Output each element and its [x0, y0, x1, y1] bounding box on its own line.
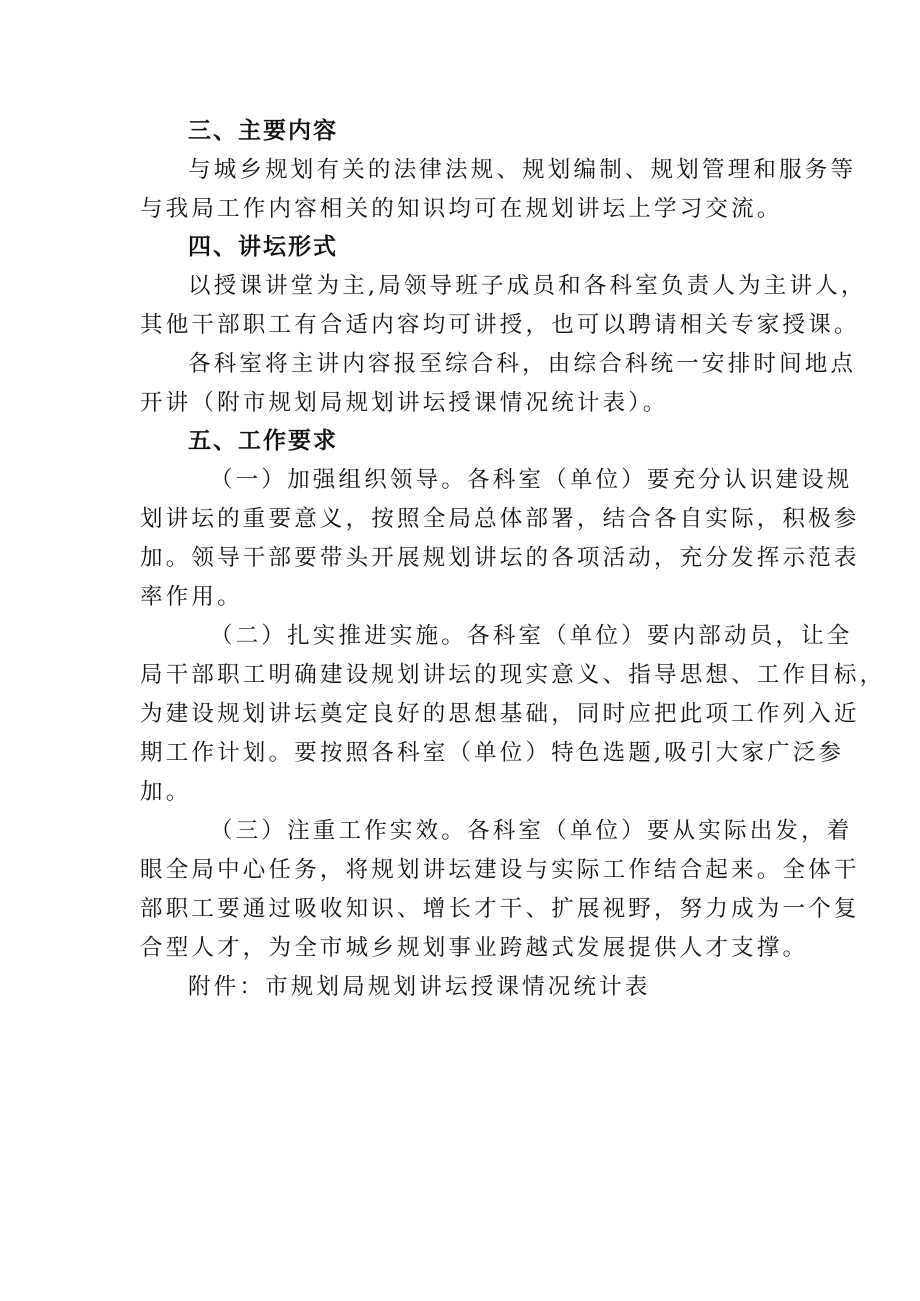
paragraph-line: 与我局工作内容相关的知识均可在规划讲坛上学习交流。: [140, 195, 783, 222]
paragraph-line: 加。: [140, 778, 192, 805]
paragraph-line: 与城乡规划有关的法律法规、规划编制、规划管理和服务等: [188, 156, 857, 183]
paragraph-line: （三）注重工作实效。各科室（单位）要从实际出发，着: [210, 818, 853, 845]
paragraph-line: 眼全局中心任务，将规划讲坛建设与实际工作结合起来。全体干: [140, 857, 860, 884]
section-heading-forum-format: 四、讲坛形式: [188, 234, 338, 261]
document-body: [140, 112, 886, 1006]
paragraph-line: 率作用。: [140, 583, 243, 610]
paragraph-line: （一）加强组织领导。各科室（单位）要充分认识建设规: [210, 467, 853, 494]
paragraph-line: 局干部职工明确建设规划讲坛的现实意义、指导思想、工作目标，: [140, 662, 886, 689]
paragraph-line: 合型人才，为全市城乡规划事业跨越式发展提供人才支撑。: [140, 934, 809, 961]
paragraph-line: 期工作计划。要按照各科室（单位）特色选题,吸引大家广泛参: [140, 739, 845, 766]
section-heading-work-requirements: 五、工作要求: [188, 428, 338, 455]
paragraph-line: 部职工要通过吸收知识、增长才干、扩展视野，努力成为一个复: [140, 895, 860, 922]
paragraph-line: 开讲（附市规划局规划讲坛授课情况统计表）。: [140, 389, 669, 416]
paragraph-line: 为建设规划讲坛奠定良好的思想基础，同时应把此项工作列入近: [140, 700, 860, 727]
paragraph-line: 加。领导干部要带头开展规划讲坛的各项活动，充分发挥示范表: [140, 544, 860, 571]
section-heading-main-content: 三、主要内容: [188, 118, 338, 144]
paragraph-line: 其他干部职工有合适内容均可讲授，也可以聘请相关专家授课。: [140, 311, 860, 338]
paragraph-line: 各科室将主讲内容报至综合科，由综合科统一安排时间地点: [188, 350, 857, 377]
attachment-note: 附件：市规划局规划讲坛授课情况统计表: [188, 973, 651, 1000]
paragraph-line: 划讲坛的重要意义，按照全局总体部署，结合各自实际，积极参: [140, 505, 860, 532]
paragraph-line: 以授课讲堂为主,局领导班子成员和各科室负责人为主讲人，: [188, 273, 867, 300]
paragraph-line: （二）扎实推进实施。各科室（单位）要内部动员，让全: [210, 623, 853, 650]
